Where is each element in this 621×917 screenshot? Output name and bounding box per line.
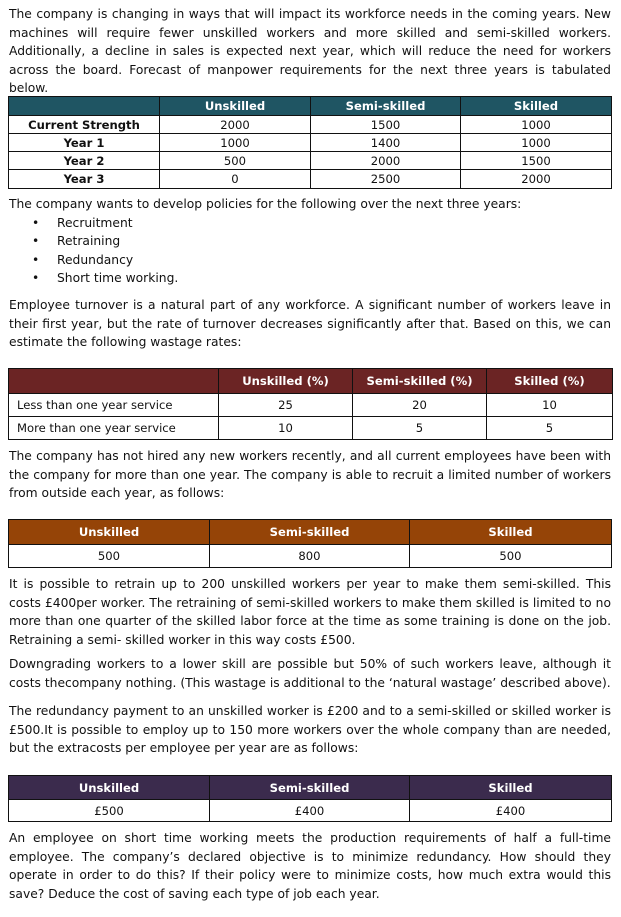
extra-costs-header-semiskilled: Semi-skilled	[210, 776, 410, 800]
recruit-paragraph: The company has not hired any new workers recently, and all current employees have been with the company for more than one year. The company is able to recruit a limited number of workers from outside each year, as follows:	[9, 449, 611, 501]
closing-paragraph: An employee on short time working meets the production requirements of half a full-time employee. The company’s declared objective is to minimize redundancy. How should they operate in order to do this? If their policy were to minimize costs, how much extra would this save? Deduce the cost of saving each type of job each year.	[9, 831, 611, 901]
forecast-header-semiskilled: Semi-skilled	[311, 97, 461, 116]
wastage-header-blank	[9, 369, 219, 394]
forecast-header-blank	[9, 97, 160, 116]
redundancy-section	[9, 702, 611, 758]
table-cell: 1000	[461, 134, 612, 152]
table-cell: 800	[210, 545, 410, 568]
forecast-header-row	[9, 97, 612, 116]
closing-section	[9, 829, 611, 903]
table-cell: 1400	[311, 134, 461, 152]
downgrade-paragraph: Downgrading workers to a lower skill are possible but 50% of such workers leave, although it costs thecompany nothing. (This wastage is additional to the ‘natural wastage’ described above).	[9, 657, 611, 690]
table-cell: 25	[219, 394, 353, 417]
table-cell: £400	[410, 800, 612, 822]
row-label: Year 1	[9, 134, 160, 152]
extra-costs-header-skilled: Skilled	[410, 776, 612, 800]
table-row	[9, 170, 612, 189]
retrain-paragraph: It is possible to retrain up to 200 unskilled workers per year to make them semi-skilled. This costs £400per worker. The retraining of semi-skilled workers to make them skilled is limited to no more than one quarter of the skilled labor force at the time as some training is done on the job. Retraining a semi- skilled worker in this way costs £500.	[9, 577, 611, 647]
recruit-header-skilled: Skilled	[410, 520, 612, 545]
wastage-header-row	[9, 369, 613, 394]
list-item: • Short time working.	[9, 269, 611, 288]
table-cell: 0	[160, 170, 311, 189]
forecast-header-skilled: Skilled	[461, 97, 612, 116]
extra-costs-table	[8, 775, 612, 822]
table-row	[9, 800, 612, 822]
redundancy-paragraph: The redundancy payment to an unskilled worker is £200 and to a semi-skilled or skilled worker is £500.It is possible to employ up to 150 more workers over the whole company than are needed, but the extracosts per employee per year are as follows:	[9, 704, 611, 756]
recruit-header-row	[9, 520, 612, 545]
table-cell: 1500	[461, 152, 612, 170]
table-cell: 1000	[160, 134, 311, 152]
table-cell: 2000	[160, 116, 311, 134]
extra-costs-header-row	[9, 776, 612, 800]
row-label: Less than one year service	[9, 394, 219, 417]
table-row	[9, 152, 612, 170]
recruit-header-unskilled: Unskilled	[9, 520, 210, 545]
wastage-header-skilled: Skilled (%)	[487, 369, 613, 394]
table-row	[9, 417, 613, 440]
turnover-section	[9, 296, 611, 352]
row-label: Year 3	[9, 170, 160, 189]
recruit-table	[8, 519, 612, 568]
table-cell: 2000	[461, 170, 612, 189]
wastage-table	[8, 368, 613, 440]
table-row	[9, 134, 612, 152]
table-row	[9, 545, 612, 568]
table-cell: 2500	[311, 170, 461, 189]
table-cell: 500	[160, 152, 311, 170]
table-cell: 500	[9, 545, 210, 568]
table-cell: 5	[487, 417, 613, 440]
table-cell: 10	[487, 394, 613, 417]
table-cell: 2000	[311, 152, 461, 170]
table-cell: 10	[219, 417, 353, 440]
table-row	[9, 116, 612, 134]
extra-costs-header-unskilled: Unskilled	[9, 776, 210, 800]
table-cell: 1000	[461, 116, 612, 134]
table-cell: 20	[353, 394, 487, 417]
list-item: • Retraining	[9, 232, 611, 251]
row-label: Current Strength	[9, 116, 160, 134]
policies-lead: The company wants to develop policies for the following over the next three years:	[9, 197, 522, 211]
retrain-section	[9, 575, 611, 649]
forecast-table	[8, 96, 612, 189]
table-cell: 500	[410, 545, 612, 568]
recruit-section	[9, 447, 611, 503]
list-item: • Recruitment	[9, 214, 611, 233]
policies-section	[9, 195, 611, 288]
wastage-header-semiskilled: Semi-skilled (%)	[353, 369, 487, 394]
table-cell: 1500	[311, 116, 461, 134]
policies-list	[9, 214, 611, 288]
list-item: • Redundancy	[9, 251, 611, 270]
intro-paragraph: The company is changing in ways that will impact its workforce needs in the coming years. New machines will require fewer unskilled workers and more skilled and semi-skilled workers. Additionally, a decline in sales is expected next year, which will reduce the need for workers across the board. Forecast of manpower requirements for the next three years is tabulated below.	[9, 7, 611, 96]
recruit-header-semiskilled: Semi-skilled	[210, 520, 410, 545]
table-row	[9, 394, 613, 417]
table-cell: £400	[210, 800, 410, 822]
forecast-header-unskilled: Unskilled	[160, 97, 311, 116]
row-label: More than one year service	[9, 417, 219, 440]
downgrade-section	[9, 655, 611, 692]
intro-section	[9, 5, 611, 98]
table-cell: £500	[9, 800, 210, 822]
wastage-header-unskilled: Unskilled (%)	[219, 369, 353, 394]
table-cell: 5	[353, 417, 487, 440]
turnover-paragraph: Employee turnover is a natural part of any workforce. A significant number of workers leave in their first year, but the rate of turnover decreases significantly after that. Based on this, we can estimate the following wastage rates:	[9, 298, 611, 350]
row-label: Year 2	[9, 152, 160, 170]
